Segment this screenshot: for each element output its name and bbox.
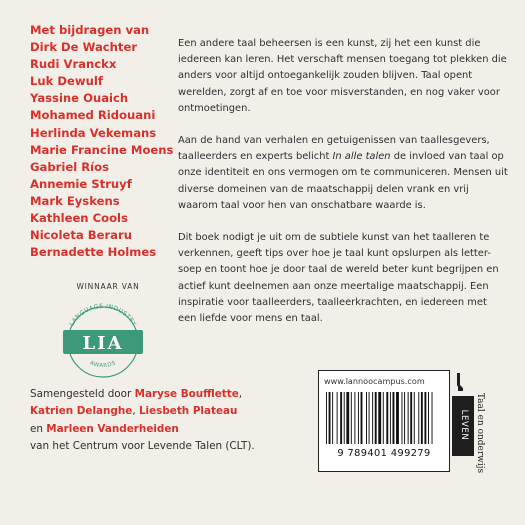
editor-name: Liesbeth Plateau	[138, 405, 238, 418]
credits-line-1	[30, 386, 320, 403]
credits	[30, 386, 320, 456]
barcode-bar	[354, 392, 355, 444]
award-arc-top: LANGUAGE INDUSTRY	[68, 302, 138, 328]
credits-text: ,	[132, 405, 136, 418]
blurb-text: Aan de hand van verhalen en getuigenissen van taallesgevers, taalleerders en experts belicht	[178, 135, 490, 163]
blurb	[178, 36, 508, 343]
contributor-name: Annemie Struyf	[30, 176, 132, 191]
award-arc-bottom: AWARDS	[88, 360, 118, 370]
barcode-bar	[366, 392, 367, 444]
contributors-list	[30, 22, 180, 261]
contributor-name: Gabriel Ríos	[30, 159, 109, 174]
barcode-bar	[404, 392, 405, 444]
barcode-bar	[396, 392, 399, 444]
publisher-logo-icon	[454, 372, 464, 392]
blurb-paragraph-1: Een andere taal beheersen is een kunst, zij het een kunst die iedereen kan leren. Het verschaft mensen toegang tot plekken die anders voor altijd ontoegankelijk zouden blijven. Taal opent werelden, zorgt af en toe voor misverstanden, en nog vaker voor ontmoetingen.	[178, 38, 507, 114]
barcode-bar	[337, 392, 338, 444]
contributor-name: Rudi Vranckx	[30, 57, 117, 72]
editor-name: Maryse Boufflette	[134, 388, 239, 400]
barcode-bar	[329, 392, 331, 444]
award-badge-text: LIA	[82, 333, 124, 354]
barcode-bar	[410, 392, 412, 444]
barcode-bar	[332, 392, 333, 444]
barcode-bar	[432, 392, 433, 444]
credits-text: ,	[238, 388, 243, 400]
lia-award-badge	[55, 300, 151, 380]
barcode-bar	[340, 392, 342, 444]
barcode-bar	[424, 392, 426, 444]
category-label	[470, 392, 490, 472]
contributor-name: Yassine Ouaich	[30, 91, 129, 106]
contributor-name: Mohamed Ridouani	[30, 108, 156, 123]
barcode-bar	[344, 392, 345, 444]
barcode-bar	[418, 392, 419, 444]
editor-name: Marleen Vanderheiden	[46, 422, 179, 435]
book-title: In alle talen	[332, 151, 391, 163]
isbn-number: 9 789401 499279	[337, 448, 431, 459]
contributor-name: Bernadette Holmes	[30, 245, 157, 260]
barcode-bar	[393, 392, 395, 444]
barcode-bar	[402, 392, 403, 444]
barcode-bar	[390, 392, 391, 444]
contributor-name: Luk Dewulf	[30, 74, 103, 89]
barcode-bar	[361, 392, 363, 444]
publisher-url: www.lannoocampus.com	[324, 376, 425, 386]
barcode-bar	[351, 392, 352, 444]
isbn-barcode	[322, 390, 446, 446]
credits-line-4: van het Centrum voor Levende Talen (CLT).	[30, 440, 255, 453]
barcode-bar	[369, 392, 370, 444]
barcode-bar	[428, 392, 429, 444]
editor-name: Katrien Delanghe	[30, 405, 133, 418]
contributor-name: Mark Eyskens	[30, 193, 120, 208]
barcode-bar	[386, 392, 388, 444]
contributors-heading: Met bijdragen van	[30, 23, 150, 37]
blurb-paragraph-2	[178, 133, 508, 214]
barcode-bar	[383, 392, 384, 444]
credits-line-2	[30, 403, 320, 420]
contributor-name: Nicoleta Beraru	[30, 228, 132, 243]
series-label-text: LEVEN	[459, 409, 469, 441]
credits-text: en	[30, 422, 47, 435]
credits-text: Samengesteld door	[30, 388, 135, 400]
barcode-bar	[378, 392, 381, 444]
barcode-bar	[372, 392, 373, 444]
contributor-name: Dirk De Wachter	[30, 40, 138, 55]
barcode-bar	[346, 392, 349, 444]
contributor-name: Herlinda Vekemans	[30, 125, 157, 140]
category-text: Taal en onderwijs	[475, 392, 485, 474]
barcode-bar	[421, 392, 423, 444]
credits-line-3	[30, 421, 320, 438]
barcode-bar	[375, 392, 377, 444]
blurb-text: de invloed van taal op onze identiteit en ons vermogen om te communiceren. Mensen uit diverse domeinen van de maatschappij delen vrank en vrij waarom taal voor hen van onschatbare waarde is.	[178, 151, 508, 211]
barcode-bar	[408, 392, 409, 444]
barcode-bar	[358, 392, 359, 444]
barcode-bar	[326, 392, 327, 444]
barcode-bar	[414, 392, 415, 444]
contributor-name: Marie Francine Moens	[30, 142, 174, 157]
contributor-name: Kathleen Cools	[30, 211, 128, 226]
award-label: WINNAAR VAN	[76, 282, 140, 291]
blurb-paragraph-3: Dit boek nodigt je uit om de subtiele kunst van het taalleren te verkennen, geeft tips over hoe je taal kunt opslurpen als letter-soep en toont hoe je door taal de wereld beter kunt begrijpen en actief kunt deelnemen aan onze meertalige maatschappij. Een inspiratie voor taalleerders, taalleerkrachten, en iedereen met een liefde voor mens en taal.	[178, 232, 499, 325]
